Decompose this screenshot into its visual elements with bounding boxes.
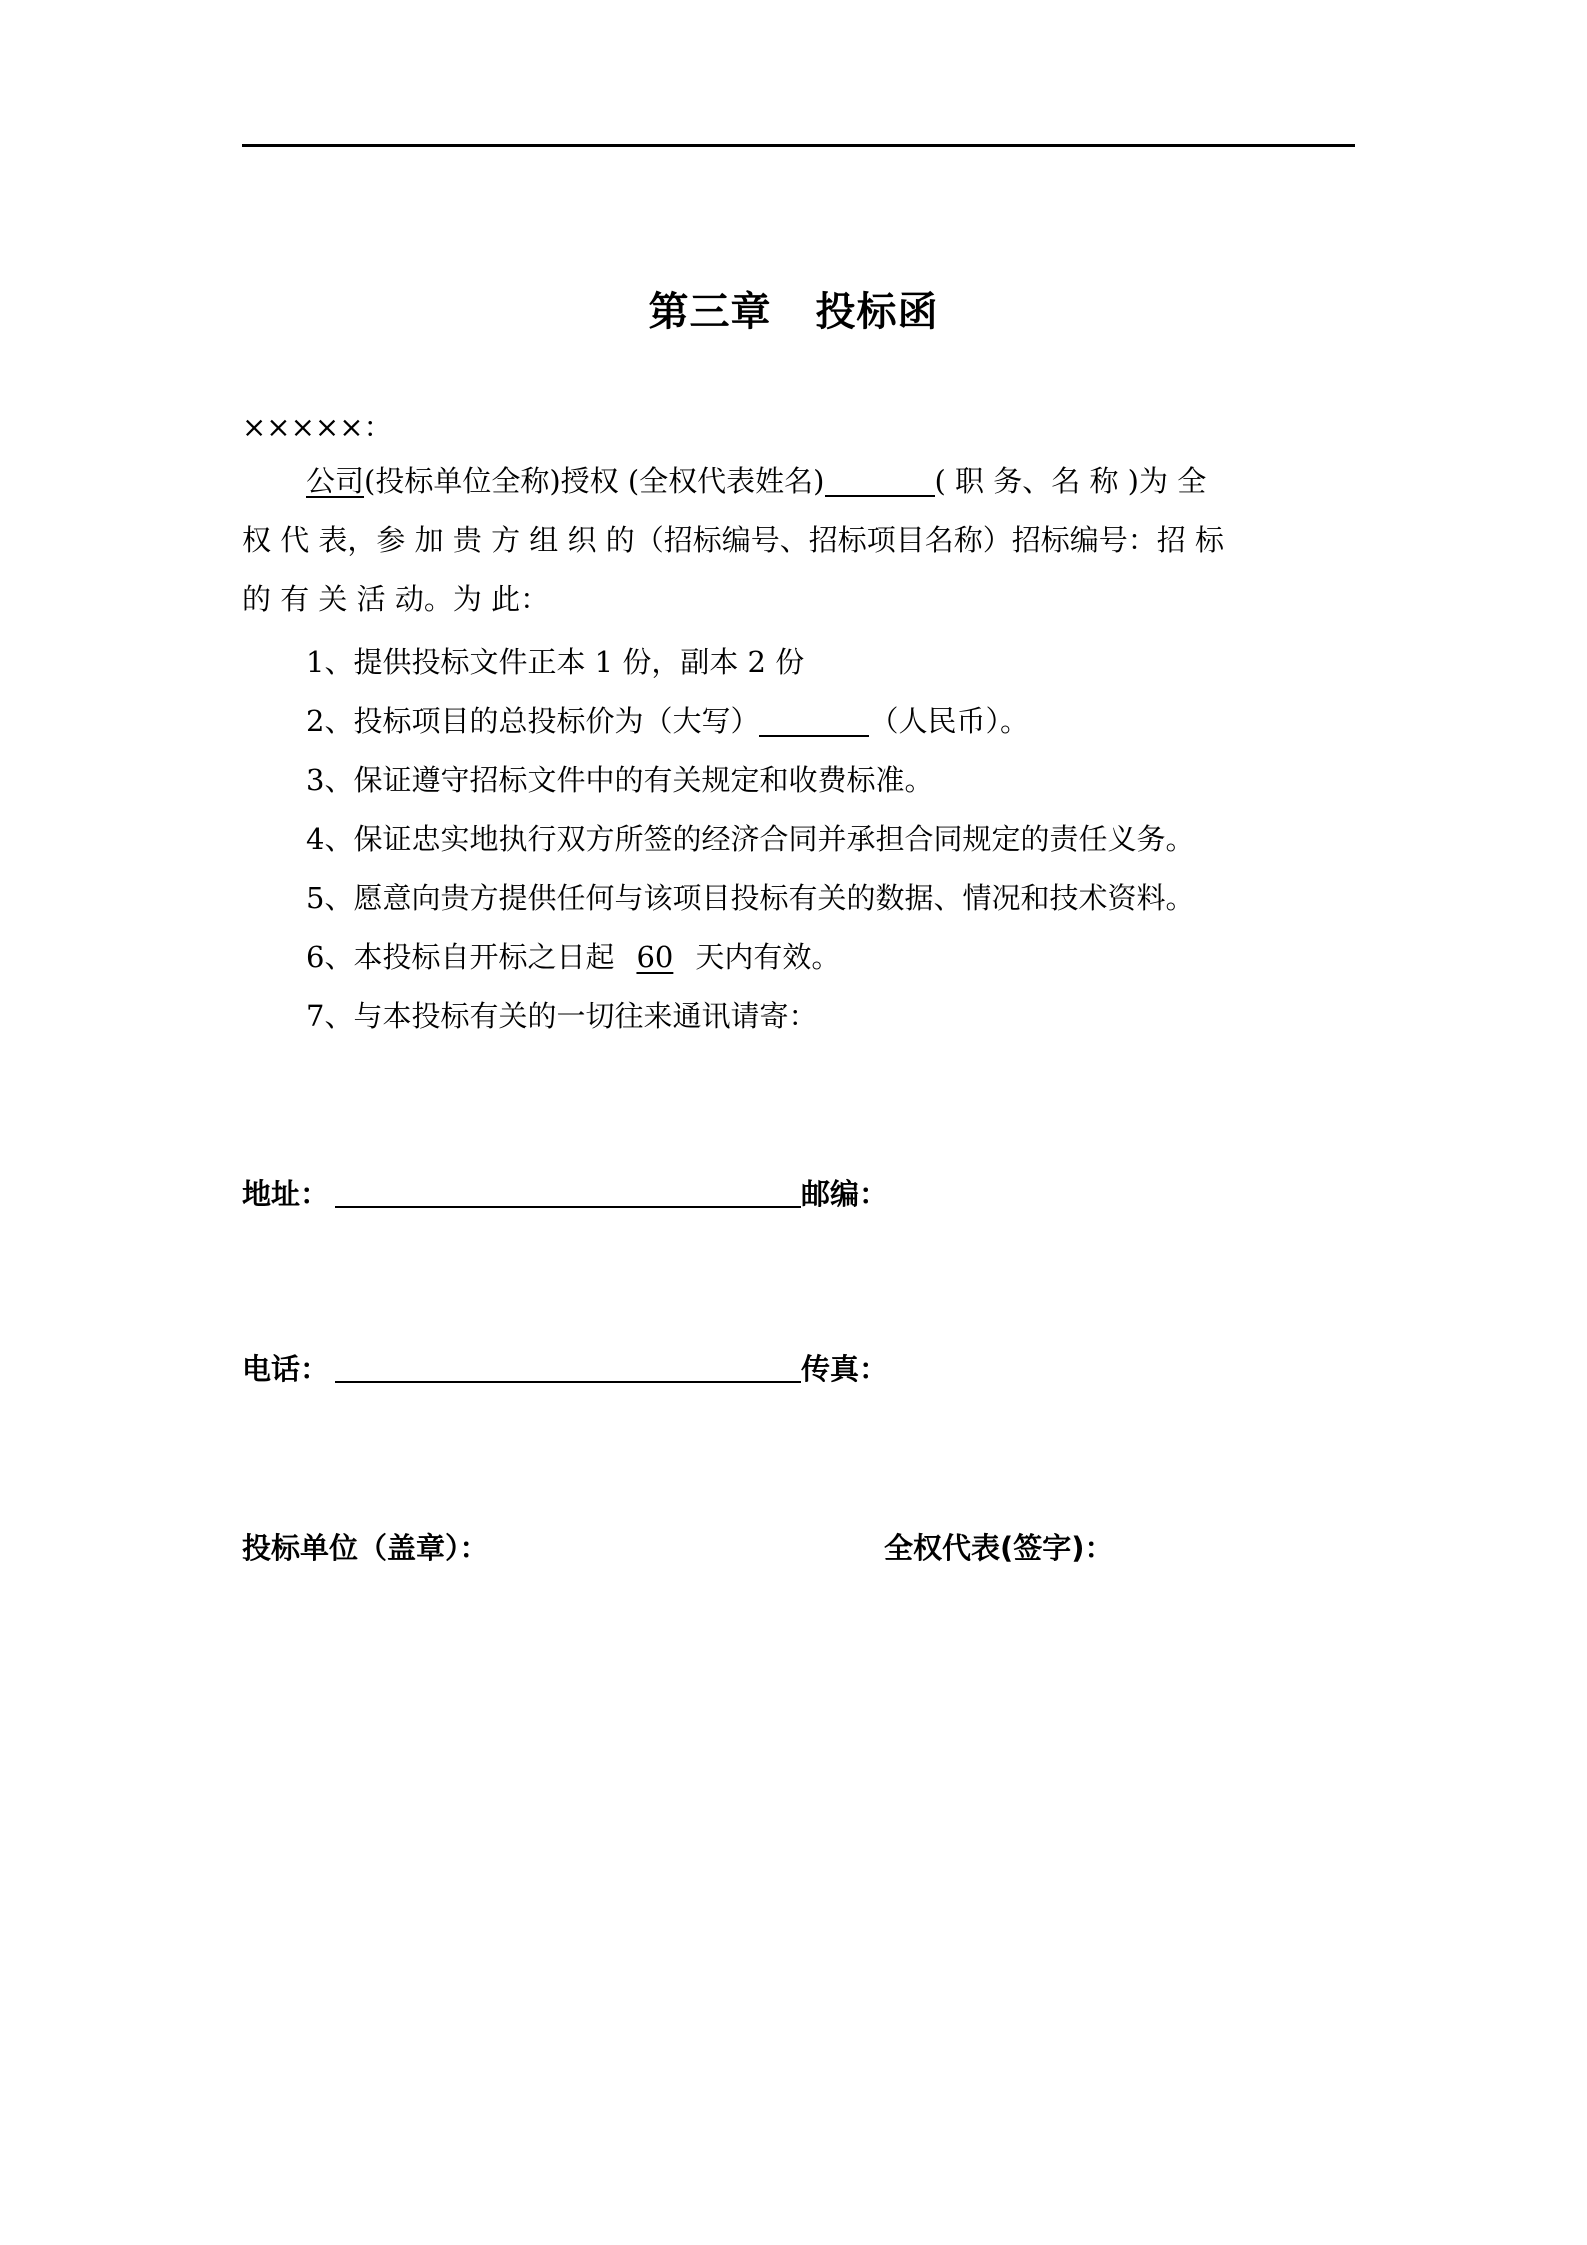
chapter-name: 投标函: [815, 289, 939, 335]
addressee: ×××××：: [242, 410, 393, 444]
validity-days[interactable]: 60: [636, 940, 674, 974]
intro-line-2: 权 代 表，参 加 贵 方 组 织 的（招标编号、招标项目名称）招标编号：招 标: [242, 523, 1224, 557]
list-item-4: 4、保证忠实地执行双方所签的经济合同并承担合同规定的责任义务。: [306, 822, 1195, 856]
list-item-2: 2、投标项目的总投标价为（大写） （人民币）。: [306, 704, 1029, 738]
phone-input[interactable]: [335, 1353, 801, 1383]
list-item-5: 5、愿意向贵方提供任何与该项目投标有关的数据、情况和技术资料。: [306, 881, 1195, 915]
list-item-1: 1、提供投标文件正本 1 份，副本 2 份: [306, 645, 805, 679]
list-item-3: 3、保证遵守招标文件中的有关规定和收费标准。: [306, 763, 934, 797]
bidder-seal-label: 投标单位（盖章）：: [242, 1531, 489, 1565]
intro-line-1: 公司(投标单位全称)授权 (全权代表姓名) ( 职 务、名 称 )为 全: [306, 464, 1207, 498]
chapter-number: 第三章: [648, 289, 772, 335]
list-item-6: 6、本投标自开标之日起 60 天内有效。: [306, 940, 841, 974]
list-item-7: 7、与本投标有关的一切往来通讯请寄：: [306, 999, 818, 1033]
total-price-blank[interactable]: [759, 705, 869, 737]
header-rule: [242, 144, 1355, 147]
representative-signature-label: 全权代表(签字)：: [884, 1531, 1114, 1565]
representative-name-blank[interactable]: [825, 465, 935, 497]
company-name: 公司: [306, 464, 365, 498]
phone-field: 电话： 传真：: [242, 1352, 889, 1386]
page-title: [0, 280, 1587, 337]
postcode-label: 邮编：: [801, 1177, 889, 1211]
address-input[interactable]: [335, 1178, 801, 1208]
intro-line-3: 的 有 关 活 动。为 此：: [242, 582, 550, 616]
fax-label: 传真：: [801, 1352, 889, 1386]
address-field: 地址： 邮编：: [242, 1177, 889, 1211]
